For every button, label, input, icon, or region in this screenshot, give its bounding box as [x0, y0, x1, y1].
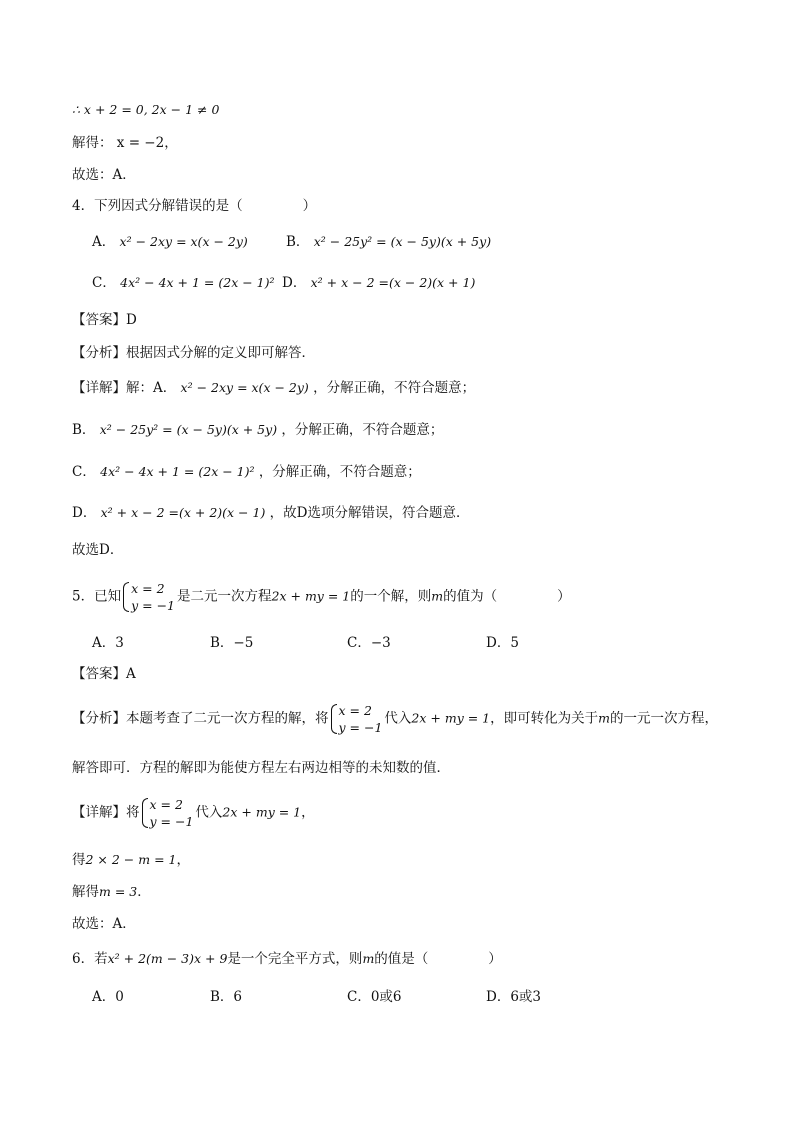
q4-option-c: [92, 273, 275, 293]
q5-detail-mid: 代入: [195, 804, 223, 821]
q5-system-eq1: x = 2: [131, 581, 165, 596]
q4-detail-a-tail: ，分解正确，不符合题意；: [313, 380, 476, 396]
choose-line: 故选：A．: [72, 167, 136, 183]
q5-system-eq2: y = −1: [131, 598, 176, 613]
q4-stem-close: ）: [302, 198, 317, 214]
q4-detail-d-expr: x² + x − 2 =(x + 2)(x − 1): [100, 505, 266, 520]
q4-detail-b: [72, 420, 443, 440]
q5-equation: 2x + my = 1: [271, 588, 351, 604]
q5-step1-pre: 得: [72, 852, 86, 868]
q4-detail-prefix: 【详解】解：A．: [72, 380, 177, 396]
q5-step1: [72, 850, 190, 870]
q5-detail-system-eq1: x = 2: [149, 797, 183, 812]
q5-answer: 【答案】A: [72, 666, 136, 682]
q5-detail-pre: 【详解】将: [72, 804, 140, 821]
q5-analysis-end: 的一元一次方程，: [610, 710, 718, 727]
q4-analysis: 【分析】根据因式分解的定义即可解答．: [72, 345, 315, 361]
q4-option-b: [286, 232, 491, 252]
q4-stem: [72, 196, 316, 216]
q5-analysis-system-eq1: x = 2: [338, 703, 372, 718]
q4-option-d-expr: x² + x − 2 =(x − 2)(x + 1): [310, 275, 476, 290]
q5-detail-end: ，: [301, 804, 315, 821]
q4-detail-c: [72, 462, 421, 482]
q5-step1-end: ，: [176, 852, 190, 868]
q6-stem-close: ）: [488, 951, 502, 967]
q5-stem-end: 的值为（: [443, 588, 498, 605]
q6-option-c: C．0或6: [347, 989, 402, 1005]
q4-detail-c-label: C．: [72, 464, 96, 480]
q4-detail-d: [72, 503, 469, 523]
q4-detail-b-expr: x² − 25y² = (x − 5y)(x + 5y): [99, 422, 278, 437]
q5-step2-pre: 解得: [72, 884, 99, 900]
q5-analysis-system: [331, 702, 383, 736]
q4-detail-b-label: B．: [72, 422, 96, 438]
q5-analysis-post: ，即可转化为关于: [490, 710, 599, 727]
q4-option-b-label: B．: [286, 234, 310, 250]
q4-option-c-label: C．: [92, 275, 116, 291]
q5-analysis-mid: 代入: [384, 710, 412, 727]
q4-choose: 故选D．: [72, 542, 124, 558]
q5-analysis-m: m: [598, 710, 610, 726]
q5-step2-end: ．: [137, 884, 151, 900]
q5-analysis-line2: 解答即可．方程的解即为能使方程左右两边相等的未知数的值．: [72, 760, 450, 776]
q4-detail-c-tail: ，分解正确，不符合题意；: [258, 464, 421, 480]
q5-analysis-system-eq2: y = −1: [338, 720, 383, 735]
q5-option-c: C．−3: [347, 635, 391, 651]
q4-option-c-expr: 4x² − 4x + 1 = (2x − 1)²: [120, 275, 275, 290]
q6-expr: x² + 2(m − 3)x + 9: [107, 951, 228, 966]
q5-m-var: m: [431, 588, 444, 604]
q5-system: [123, 580, 175, 614]
q5-option-b: B．−5: [210, 635, 254, 651]
therefore-line: ∴ x + 2 = 0, 2x − 1 ≠ 0: [72, 102, 220, 117]
q5-detail: [72, 796, 315, 830]
q4-detail-a-expr: x² − 2xy = x(x − 2y): [180, 380, 309, 395]
q6-option-d: D．6或3: [486, 989, 542, 1005]
q5-analysis-eq: 2x + my = 1: [411, 710, 491, 726]
q6-option-a: A．0: [92, 989, 124, 1005]
q6-stem: [72, 949, 502, 969]
q4-detail-c-expr: 4x² − 4x + 1 = (2x − 1)²: [100, 464, 255, 479]
q4-detail-a: [72, 378, 475, 398]
q5-stem-post: 的一个解，则: [350, 588, 432, 605]
q4-option-d: [282, 273, 475, 293]
q6-stem-mid: 是一个完全平方式，则: [227, 951, 363, 967]
q5-stem-mid: 是二元一次方程: [177, 588, 272, 605]
q4-detail-d-label: D．: [72, 505, 97, 521]
q5-step1-expr: 2 × 2 − m = 1: [85, 852, 177, 867]
q6-option-b: B．6: [210, 989, 243, 1005]
q5-stem-close: ）: [557, 588, 571, 605]
q4-detail-b-tail: ，分解正确，不符合题意；: [281, 422, 444, 438]
q5-detail-eq: 2x + my = 1: [222, 804, 302, 820]
q4-detail-d-tail: ，故D选项分解错误，符合题意．: [269, 505, 470, 521]
q4-option-a-expr: x² − 2xy = x(x − 2y): [119, 234, 248, 249]
q5-analysis-pre: 【分析】本题考查了二元一次方程的解，将: [72, 710, 329, 727]
q4-option-b-expr: x² − 25y² = (x − 5y)(x + 5y): [313, 234, 492, 249]
q6-m-var: m: [362, 951, 375, 966]
q5-option-d: D．5: [486, 635, 519, 651]
solve-line: 解得： x = −2，: [72, 135, 178, 151]
q5-choose: 故选：A．: [72, 916, 136, 932]
q5-option-a: A．3: [92, 635, 124, 651]
q4-answer: 【答案】D: [72, 312, 137, 328]
q5-detail-system-eq2: y = −1: [149, 814, 194, 829]
q4-option-d-label: D．: [282, 275, 307, 291]
q4-option-a-label: A．: [92, 234, 116, 250]
q5-step2: [72, 882, 151, 902]
q4-option-a: [92, 232, 248, 252]
q5-stem: [72, 580, 571, 614]
q6-stem-end: 的值是（: [374, 951, 429, 967]
q5-analysis: [72, 702, 718, 736]
q5-detail-system: [142, 796, 194, 830]
q6-stem-pre: 6．若: [72, 951, 108, 967]
q5-stem-pre: 5．已知: [72, 588, 122, 605]
q4-stem-text: 4．下列因式分解错误的是（: [72, 198, 243, 214]
q5-step2-expr: m = 3: [99, 884, 138, 899]
